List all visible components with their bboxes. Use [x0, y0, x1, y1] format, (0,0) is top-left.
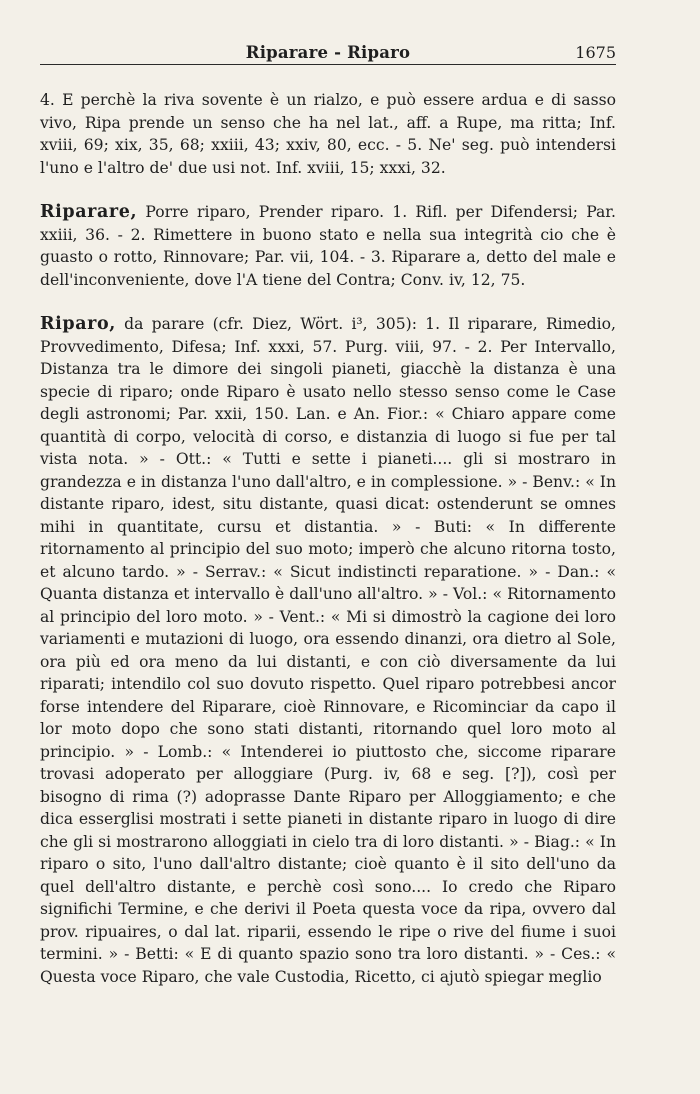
entry-riparare-text: Porre riparo, Prender riparo. 1. Rifl. per Difendersi; Par. xxiii, 36. - 2. Rimettere in buono stato e nella sua integrità cio che è guasto o rotto, Rinnovare; Par. vii, 104. - 3. Riparare a, detto del male e dell'inconveniente, dove l'A tiene del Contra; Conv. iv, 12, 75.: [40, 203, 616, 289]
page-body: [40, 89, 616, 988]
page: [40, 40, 616, 988]
lemma-riparo: Riparo,: [40, 314, 116, 334]
entry-riparo: [40, 313, 616, 988]
page-number: 1675: [575, 43, 616, 62]
entry-riparo-text: da parare (cfr. Diez, Wört. i³, 305): 1. Il riparare, Rimedio, Provvedimento, Difesa; Inf. xxxi, 57. Purg. viii, 97. - 2. Per Intervallo, Distanza tra le dimore dei singoli pianeti, giacchè la distanza è una specie di riparo; onde Riparo è usato nello stesso senso come le Case degli astronomi; Par. xxii, 150. Lan. e An. Fior.: « Chiaro appare come quantità di corpo, velocità di corso, e distanzia di luogo si fue per tal vista nota. » - Ott.: « Tutti e sette i pianeti.... gli si mostraro in grandezza e in distanza l'uno dall'altro, e in complessione. » - Benv.: « In distante riparo, idest, situ distante, quasi dicat: ostenderunt se omnes mihi in quantitate, cursu et distantia. » - Buti: « In differente ritornamento al principio del suo moto; imperò che alcuno ritorna tosto, et alcuno tardo. » - Serrav.: « Sicut indistincti reparatione. » - Dan.: « Quanta distanza et intervallo è dall'uno all'altro. » - Vol.: « Ritornamento al principio del loro moto. » - Vent.: « Mi si dimostrò la cagione dei loro variamenti e mutazioni di luogo, ora essendo dinanzi, ora dietro al Sole, ora più ed ora meno da lui distanti, e con ciò diversamente da lui riparati; intendilo col suo dovuto rispetto. Quel riparo potrebbesi ancor forse intendere del Riparare, cioè Rinnovare, e Ricominciar da capo il lor moto dopo che sono stati distanti, ritornando quel loro moto al principio. » - Lomb.: « Intenderei io piuttosto che, siccome riparare trovasi adoperato per alloggiare (Purg. iv, 68 e seg. [?]), così per bisogno di rima (?) adoprasse Dante Riparo per Alloggiamento; e che dica esserglisi mostrati i sette pianeti in distante riparo in luogo di dire che gli si mostrarono alloggiati in cielo tra di loro distanti. » - Biag.: « In riparo o sito, l'uno dall'altro distante; cioè quanto è il sito dell'uno da quel dell'altro distante, e perchè così sono.... Io credo che Riparo significhi Termine, e che derivi il Poeta questa voce da ripa, ovvero dal prov. ripuaires, o dal lat. riparii, essendo le ripe o rive del fiume i suoi termini. » - Betti: « E di quanto spazio sono tra loro distanti. » - Ces.: « Questa voce Riparo, che vale Custodia, Ricetto, ci ajutò spiegar meglio: [40, 315, 616, 986]
header-title: Riparare - Riparo: [245, 43, 411, 62]
lemma-riparare: Riparare,: [40, 202, 138, 222]
paragraph-intro: 4. E perchè la riva sovente è un rialzo, e può essere ardua e di sasso vivo, Ripa prende un senso che ha nel lat., aff. a Rupe, ma ritta; Inf. xviii, 69; xix, 35, 68; xxiii, 43; xxiv, 80, ecc. - 5. Ne' seg. può intendersi l'uno e l'altro de' due usi not. Inf. xviii, 15; xxxi, 32.: [40, 91, 616, 177]
entry-riparare: [40, 201, 616, 291]
running-header: [40, 40, 616, 65]
